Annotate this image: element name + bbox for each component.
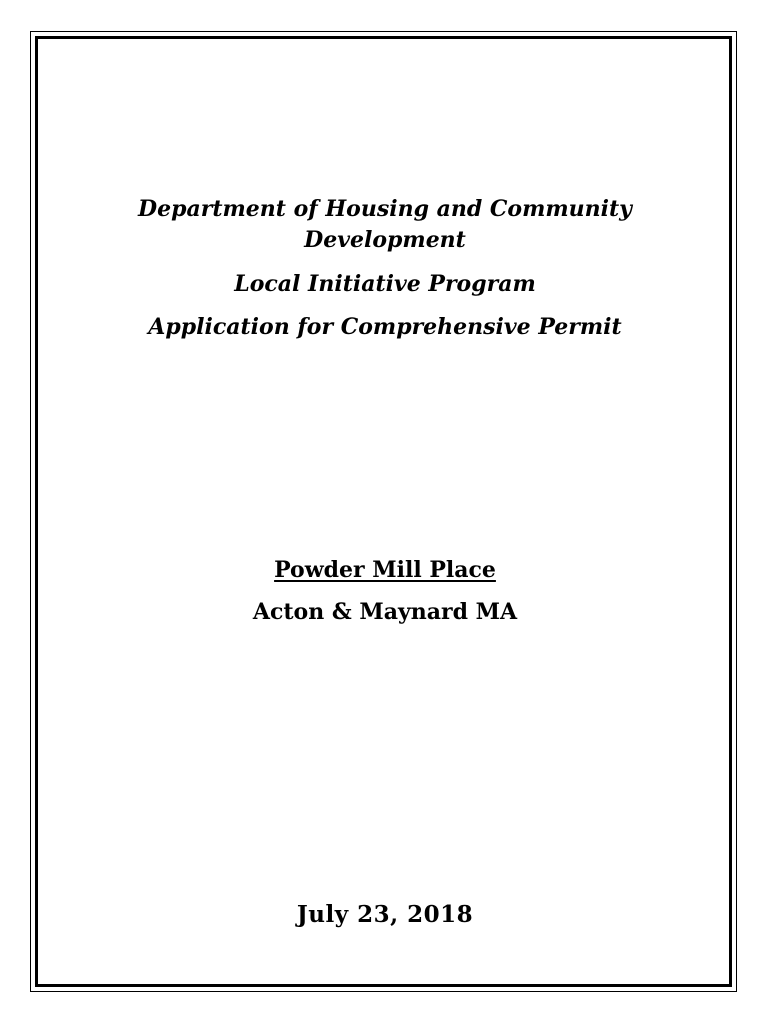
department-title-line-1: Department of Housing and Community [138, 196, 632, 222]
project-name: Powder Mill Place [274, 557, 496, 583]
application-title: Application for Comprehensive Permit [148, 314, 622, 340]
document-date: July 23, 2018 [296, 901, 474, 928]
department-title-line-2: Development [304, 227, 466, 253]
program-title: Local Initiative Program [234, 271, 536, 297]
page-border-inner [35, 36, 732, 987]
project-location: Acton & Maynard MA [252, 599, 518, 625]
document-title-block [60, 194, 710, 343]
project-block [60, 555, 710, 627]
